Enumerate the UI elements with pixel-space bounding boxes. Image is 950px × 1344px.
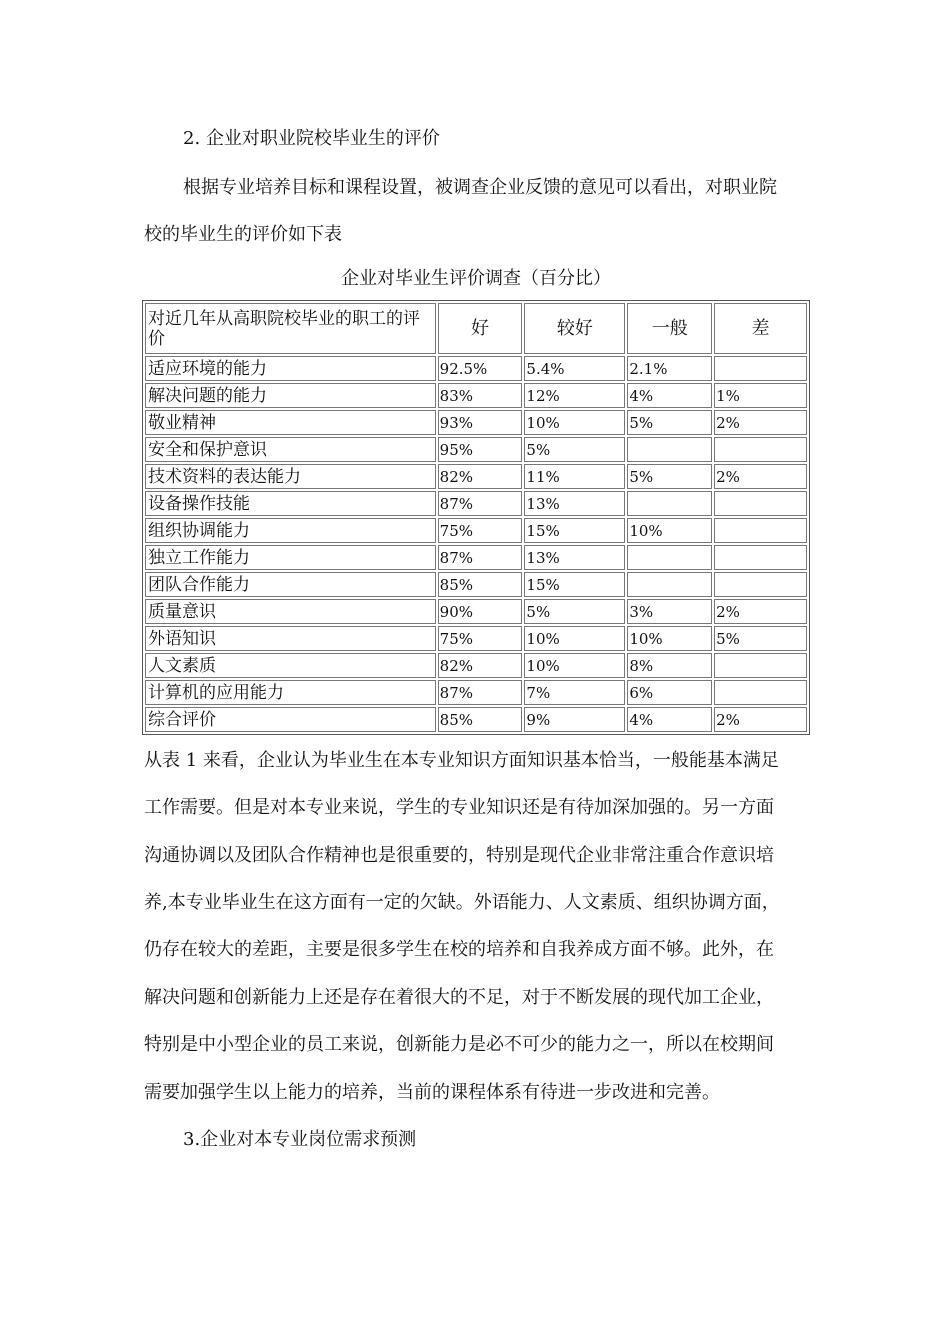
row-value-good: 87% (438, 545, 523, 570)
table-row (145, 437, 807, 462)
table-row (145, 572, 807, 597)
section-2-heading: 2. 企业对职业院校毕业生的评价 (183, 128, 440, 149)
row-item-label: 独立工作能力 (145, 545, 436, 570)
row-value-average: 8% (627, 653, 712, 678)
table-row (145, 464, 807, 489)
section-3-heading: 3.企业对本专业岗位需求预测 (183, 1129, 417, 1150)
table-row (145, 653, 807, 678)
row-value-poor: 5% (714, 626, 807, 651)
table-caption: 企业对毕业生评价调查（百分比） (341, 268, 611, 289)
row-value-average: 2.1% (627, 356, 712, 381)
header-poor: 差 (714, 303, 807, 354)
row-value-fair-good: 7% (524, 680, 625, 705)
row-value-fair-good: 5% (524, 599, 625, 624)
row-value-good: 85% (438, 707, 523, 732)
evaluation-table (142, 300, 810, 735)
row-value-average: 4% (627, 383, 712, 408)
row-value-average: 5% (627, 464, 712, 489)
row-value-average: 4% (627, 707, 712, 732)
row-value-average: 10% (627, 626, 712, 651)
analysis-line: 解决问题和创新能力上还是存在着很大的不足，对于不断发展的现代加工企业， (144, 987, 774, 1008)
row-item-label: 敬业精神 (145, 410, 436, 435)
analysis-line: 沟通协调以及团队合作精神也是很重要的，特别是现代企业非常注重合作意识培 (144, 845, 774, 866)
row-value-poor (714, 491, 807, 516)
row-value-poor (714, 572, 807, 597)
row-value-poor: 2% (714, 599, 807, 624)
header-fair-good: 较好 (524, 303, 625, 354)
row-item-label: 综合评价 (145, 707, 436, 732)
analysis-line: 需要加强学生以上能力的培养，当前的课程体系有待进一步改进和完善。 (144, 1082, 720, 1103)
row-item-label: 计算机的应用能力 (145, 680, 436, 705)
table-row (145, 680, 807, 705)
row-value-poor (714, 518, 807, 543)
row-value-good: 90% (438, 599, 523, 624)
row-value-good: 82% (438, 653, 523, 678)
row-item-label: 组织协调能力 (145, 518, 436, 543)
row-value-average: 3% (627, 599, 712, 624)
row-value-good: 75% (438, 626, 523, 651)
intro-paragraph-line-1: 根据专业培养目标和课程设置，被调查企业反馈的意见可以看出，对职业院 (183, 177, 777, 198)
row-value-good: 95% (438, 437, 523, 462)
row-value-poor: 2% (714, 410, 807, 435)
table-row (145, 383, 807, 408)
table-row (145, 491, 807, 516)
row-value-fair-good: 15% (524, 518, 625, 543)
row-value-poor: 2% (714, 707, 807, 732)
row-value-fair-good: 10% (524, 653, 625, 678)
table-row (145, 518, 807, 543)
row-value-good: 82% (438, 464, 523, 489)
row-item-label: 解决问题的能力 (145, 383, 436, 408)
row-value-average: 5% (627, 410, 712, 435)
table-row (145, 356, 807, 381)
table-row (145, 599, 807, 624)
row-value-poor (714, 653, 807, 678)
row-item-label: 人文素质 (145, 653, 436, 678)
row-value-average (627, 437, 712, 462)
header-average: 一般 (627, 303, 712, 354)
row-value-fair-good: 13% (524, 491, 625, 516)
row-value-good: 87% (438, 680, 523, 705)
row-value-poor: 1% (714, 383, 807, 408)
row-value-fair-good: 5% (524, 437, 625, 462)
row-value-poor (714, 437, 807, 462)
row-value-fair-good: 13% (524, 545, 625, 570)
table-row (145, 410, 807, 435)
row-value-poor (714, 356, 807, 381)
table-row (145, 545, 807, 570)
row-item-label: 外语知识 (145, 626, 436, 651)
row-item-label: 安全和保护意识 (145, 437, 436, 462)
row-value-fair-good: 10% (524, 410, 625, 435)
row-value-good: 87% (438, 491, 523, 516)
row-value-fair-good: 9% (524, 707, 625, 732)
row-value-fair-good: 12% (524, 383, 625, 408)
row-value-average (627, 545, 712, 570)
row-value-fair-good: 11% (524, 464, 625, 489)
row-value-poor (714, 680, 807, 705)
row-item-label: 适应环境的能力 (145, 356, 436, 381)
row-value-fair-good: 5.4% (524, 356, 625, 381)
row-item-label: 技术资料的表达能力 (145, 464, 436, 489)
row-value-good: 75% (438, 518, 523, 543)
row-value-good: 93% (438, 410, 523, 435)
row-value-fair-good: 10% (524, 626, 625, 651)
row-value-average (627, 491, 712, 516)
row-item-label: 质量意识 (145, 599, 436, 624)
row-value-good: 83% (438, 383, 523, 408)
analysis-line: 养,本专业毕业生在这方面有一定的欠缺。外语能力、人文素质、组织协调方面， (144, 892, 780, 913)
row-value-average: 6% (627, 680, 712, 705)
row-value-poor (714, 545, 807, 570)
table-header-row (145, 303, 807, 354)
table-row (145, 707, 807, 732)
analysis-line: 工作需要。但是对本专业来说，学生的专业知识还是有待加深加强的。另一方面 (144, 797, 774, 818)
row-value-good: 92.5% (438, 356, 523, 381)
header-good: 好 (438, 303, 523, 354)
analysis-line: 仍存在较大的差距，主要是很多学生在校的培养和自我养成方面不够。此外，在 (144, 939, 774, 960)
intro-paragraph-line-2: 校的毕业生的评价如下表 (144, 224, 342, 245)
row-value-fair-good: 15% (524, 572, 625, 597)
row-item-label: 设备操作技能 (145, 491, 436, 516)
analysis-line: 特别是中小型企业的员工来说，创新能力是必不可少的能力之一，所以在校期间 (144, 1034, 774, 1055)
row-item-label: 团队合作能力 (145, 572, 436, 597)
row-value-average (627, 572, 712, 597)
header-item: 对近几年从高职院校毕业的职工的评价 (145, 303, 436, 354)
analysis-line: 从表 1 来看，企业认为毕业生在本专业知识方面知识基本恰当，一般能基本满足 (144, 750, 779, 771)
table-row (145, 626, 807, 651)
row-value-average: 10% (627, 518, 712, 543)
row-value-good: 85% (438, 572, 523, 597)
row-value-poor: 2% (714, 464, 807, 489)
